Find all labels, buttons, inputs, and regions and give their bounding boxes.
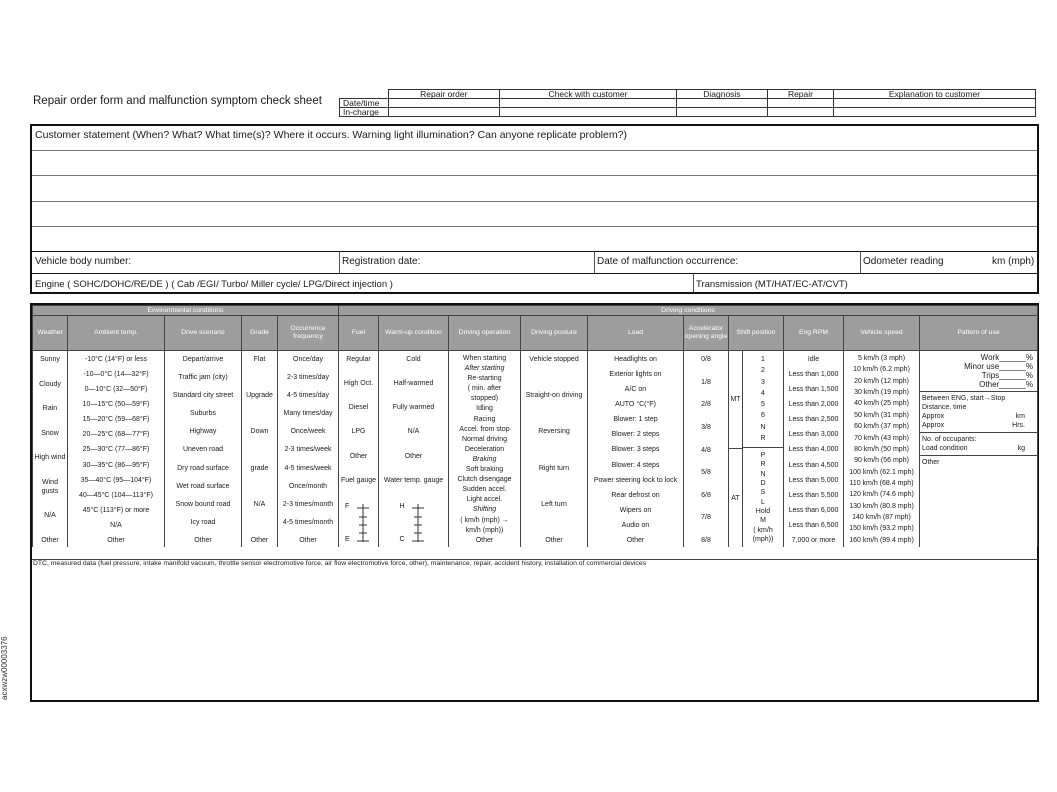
load-condition-label[interactable]: Load condition (922, 445, 968, 452)
option[interactable]: Depart/arrive (182, 356, 224, 363)
shift-type-column (729, 351, 743, 548)
option[interactable]: Cold (406, 356, 421, 363)
option[interactable]: Less than 2,000 (788, 401, 839, 409)
option[interactable]: 2-3 times/day (286, 374, 330, 382)
cell-input[interactable] (768, 99, 834, 108)
distance-time: Distance, time (922, 404, 967, 411)
option[interactable]: 110 km/h (68.4 mph) (849, 479, 914, 487)
option[interactable]: 6 (761, 412, 765, 420)
option[interactable]: Idling (476, 405, 493, 413)
option[interactable]: Audio on (621, 521, 650, 529)
col-weather: Weather (33, 316, 68, 351)
option[interactable]: Wet road surface (176, 482, 230, 490)
col-rpm: Eng RPM (784, 316, 844, 351)
option[interactable]: 4-5 times/week (284, 464, 332, 472)
grade-column (242, 351, 278, 548)
header-check-customer: Check with customer (500, 90, 677, 99)
col-drive-scenario: Drive scenario (165, 316, 242, 351)
option[interactable]: Clutch disengage (457, 476, 512, 484)
option[interactable]: 30 km/h (19 mph) (854, 389, 909, 397)
option[interactable]: Half-warmed (393, 380, 434, 388)
option[interactable]: 90 km/h (56 mph) (854, 457, 909, 465)
option[interactable]: ( min. after (467, 385, 502, 393)
option[interactable]: N (760, 423, 766, 431)
option[interactable]: Right turn (538, 464, 570, 472)
row-in-charge: In-charge (340, 108, 389, 117)
gauge-cold: C (399, 535, 405, 543)
speed-column (844, 351, 920, 548)
engine-label: Engine ( SOHC/DOHC/RE/DE ) ( Cab /EGI/ Turbo/ Miller cycle/ LPG/Direct injection ) (35, 279, 393, 290)
fuel-column (339, 351, 379, 548)
option[interactable]: Cloudy (39, 380, 61, 388)
option[interactable]: Fully warmed (392, 404, 435, 412)
registration-date: Registration date: (342, 256, 421, 267)
option[interactable]: 5 (761, 401, 765, 409)
accel-column (684, 351, 729, 548)
ambient-column (68, 351, 165, 548)
option[interactable]: Other (545, 536, 563, 544)
option[interactable]: Wipers on (619, 506, 652, 514)
option[interactable]: Deceleration (464, 445, 505, 453)
header-explanation: Explanation to customer (833, 90, 1035, 99)
option[interactable]: P (760, 452, 766, 460)
option[interactable]: N/A (110, 521, 122, 529)
drive-scenario-column (165, 351, 242, 548)
between-eng: Between ENG, start→Stop (922, 395, 1006, 402)
option[interactable]: 150 km/h (93.2 mph) (849, 525, 914, 533)
option[interactable]: 2-3 times/week (284, 446, 332, 454)
option[interactable]: D (760, 480, 766, 488)
customer-statement-label: Customer statement (When? What? What time(s)? Where it occurs. Warning light illumination? Can anyone replicate problem?) (35, 129, 627, 141)
approx-label: Approx (922, 422, 945, 429)
option[interactable]: Wind gusts (41, 478, 59, 495)
kg-unit: kg (1017, 445, 1025, 452)
col-warmup: Warm-up condition (379, 316, 449, 351)
option[interactable]: AUTO °C(°F) (615, 401, 656, 409)
option[interactable]: Regular (346, 356, 371, 363)
option[interactable]: Dry road surface (177, 464, 229, 472)
customer-section (30, 124, 1039, 294)
option[interactable]: Left turn (541, 500, 567, 508)
col-ambient: Ambient temp. (68, 316, 165, 351)
option[interactable]: Rain (42, 405, 58, 413)
option[interactable]: Standard city street (172, 392, 234, 400)
hrs-unit: Hrs. (1012, 422, 1025, 429)
header-diagnosis: Diagnosis (676, 90, 767, 99)
option[interactable]: A/C on (624, 386, 647, 394)
option[interactable]: 50 km/h (31 mph) (854, 411, 909, 419)
option[interactable]: Upgrade (246, 392, 273, 400)
pattern-other-note[interactable]: Other (922, 459, 940, 466)
water-temp-gauge-icon (394, 500, 434, 545)
option[interactable]: 5/8 (701, 469, 711, 477)
cell-input[interactable] (833, 99, 1035, 108)
option[interactable]: N/A (44, 512, 56, 520)
malfunction-date: Date of malfunction occurrence: (597, 256, 739, 267)
driving-operation-column (449, 351, 521, 548)
option[interactable]: Less than 2,500 (788, 416, 839, 424)
approx-label: Approx (922, 413, 945, 420)
option[interactable]: High Oct. (343, 380, 374, 388)
cell-input[interactable] (388, 99, 500, 108)
col-speed: Vehicle speed (844, 316, 920, 351)
option[interactable]: Sudden accel. (462, 486, 507, 494)
notes-label: DTC, measured data (fuel pressure, intake manifold vacuum, throttle sensor electromotive force, air flow electromotive force, other), maintenance, repair, accident history, installation of commercial devices (33, 560, 646, 567)
option[interactable]: 4 (761, 389, 765, 397)
option[interactable]: 80 km/h (50 mph) (854, 445, 909, 453)
driving-conditions-header: Driving conditions (339, 306, 1038, 316)
pattern-minor[interactable]: Minor use______% (964, 362, 1033, 371)
col-grade: Grade (242, 316, 278, 351)
option[interactable]: L (761, 498, 765, 506)
option[interactable]: 30—35°C (86—95°F) (82, 461, 150, 469)
option[interactable]: 140 km/h (87 mph) (852, 514, 911, 522)
weather-column (33, 351, 68, 548)
option[interactable]: 5 km/h (3 mph) (857, 355, 906, 362)
option[interactable]: 40 km/h (25 mph) (854, 400, 909, 408)
option[interactable]: 2-3 times/month (282, 500, 334, 508)
option[interactable]: Snow bound road (175, 500, 231, 508)
pattern-work[interactable]: Work______% (980, 353, 1033, 362)
odometer-label: Odometer reading (863, 256, 944, 267)
option[interactable]: Other (475, 536, 494, 544)
option[interactable]: Other (41, 536, 59, 544)
option[interactable]: 100 km/h (62.1 mph) (849, 468, 914, 476)
option[interactable]: Idle (807, 356, 820, 363)
option[interactable]: km/h (mph)) (465, 526, 504, 534)
option[interactable]: 1/8 (701, 378, 711, 386)
water-gauge-label: Water temp. gauge (383, 476, 444, 484)
option[interactable]: Braking (472, 455, 497, 463)
option[interactable]: Shifting (472, 506, 497, 514)
option[interactable]: 40—45°C (104—113°F) (79, 491, 153, 499)
option[interactable]: Other (250, 536, 269, 544)
option[interactable]: Vehicle stopped (529, 356, 579, 363)
option[interactable]: Other (107, 536, 125, 544)
gauge-full: F (345, 502, 350, 510)
option[interactable]: Less than 4,000 (788, 446, 839, 454)
option[interactable]: Many times/day (283, 410, 333, 418)
posture-column (521, 351, 588, 548)
option[interactable]: N/A (253, 500, 266, 508)
option[interactable]: 70 km/h (43 mph) (854, 434, 909, 442)
option[interactable]: Less than 5,000 (788, 476, 839, 484)
option[interactable]: 4/8 (701, 446, 711, 454)
form-title: Repair order form and malfunction symptom check sheet (33, 95, 322, 107)
col-accel: Accelerator opening angle (684, 316, 729, 351)
option[interactable]: -10°C (14°F) or less (84, 356, 147, 363)
option[interactable]: Less than 4,500 (788, 461, 839, 469)
rpm-column (784, 351, 844, 548)
option[interactable]: Down (250, 428, 269, 436)
option[interactable]: Re-starting (467, 375, 502, 383)
cell-input[interactable] (388, 108, 500, 117)
row-date-time: Date/time (340, 99, 389, 108)
occupants-label[interactable]: No. of occupants: (922, 436, 977, 443)
fuel-gauge-label: Fuel gauge (340, 476, 377, 484)
option[interactable]: Uneven road (182, 446, 224, 454)
option[interactable]: 60 km/h (37 mph) (854, 423, 909, 431)
env-conditions-header: Environmental conditions (33, 306, 339, 316)
option[interactable]: Blower: 2 steps (611, 431, 660, 439)
option[interactable]: Power steering lock to lock (593, 476, 678, 484)
load-column (588, 351, 684, 548)
option[interactable]: 20—25°C (68—77°F) (82, 431, 150, 439)
option[interactable]: Racing (473, 415, 496, 423)
option[interactable]: Other (349, 452, 368, 460)
option[interactable]: Less than 1,500 (788, 386, 839, 394)
option[interactable]: ( km/h (mph) → (460, 516, 509, 524)
option[interactable]: Other (404, 452, 423, 460)
option[interactable]: 160 km/h (99.4 mph) (849, 536, 914, 544)
option[interactable]: (mph)) (752, 535, 774, 543)
option[interactable]: Highway (189, 428, 217, 436)
transmission-label: Transmission (MT/HAT/EC-AT/CVT) (696, 279, 848, 290)
option[interactable]: When starting (462, 355, 507, 362)
option[interactable]: Blower: 3 steps (611, 446, 660, 454)
option[interactable]: 1 (761, 356, 765, 364)
cell-input[interactable] (676, 99, 767, 108)
option[interactable]: Other (194, 536, 212, 544)
option[interactable]: Less than 5,500 (788, 491, 839, 499)
option[interactable]: Snow (41, 429, 59, 437)
option[interactable]: 10 km/h (6.2 mph) (853, 366, 910, 374)
option[interactable]: 10—15°C (50—59°F) (82, 401, 150, 409)
option[interactable]: Once/month (288, 482, 328, 490)
option[interactable]: Less than 6,500 (788, 521, 839, 529)
option[interactable]: Exterior lights on (609, 371, 662, 379)
shift-position-column (743, 351, 784, 548)
pattern-column (920, 351, 1038, 548)
option[interactable]: 120 km/h (74.6 mph) (849, 491, 914, 499)
option[interactable]: 130 km/h (80.8 mph) (849, 502, 914, 510)
option[interactable]: Blower: 1 step (613, 416, 658, 424)
cell-input[interactable] (833, 108, 1035, 117)
option[interactable]: Soft braking (465, 466, 504, 474)
conditions-table (32, 305, 1038, 547)
shift-mt-label: MT (730, 396, 741, 403)
col-load: Load (588, 316, 684, 351)
option[interactable]: 2/8 (701, 401, 711, 409)
odometer-unit: km (mph) (992, 256, 1035, 267)
option[interactable]: Less than 3,000 (788, 431, 839, 439)
option[interactable]: 7,000 or more (791, 536, 836, 544)
option[interactable]: 4-5 times/month (282, 518, 334, 526)
option[interactable]: R (760, 461, 766, 469)
option[interactable]: 45°C (113°F) or more (82, 506, 150, 514)
option[interactable]: stopped) (470, 395, 499, 403)
cell-input[interactable] (500, 99, 677, 108)
option[interactable]: Straight-on driving (525, 392, 583, 400)
option[interactable]: Normal driving (461, 435, 508, 443)
option[interactable]: LPG (351, 428, 366, 436)
option[interactable]: Other (626, 536, 645, 544)
frequency-column (278, 351, 339, 548)
shift-at-label: AT (731, 495, 740, 502)
option[interactable]: Light accel. (466, 496, 503, 504)
option[interactable]: Sunny (40, 356, 60, 363)
option[interactable]: 3/8 (701, 423, 711, 431)
option[interactable]: 7/8 (701, 514, 711, 522)
option[interactable]: Suburbs (189, 410, 217, 418)
col-driving-operation: Driving operation (449, 316, 521, 351)
option[interactable]: After starting (464, 365, 505, 373)
option[interactable]: 3 (761, 378, 765, 386)
option[interactable]: Traffic jam (city) (178, 374, 228, 382)
col-frequency: Occurrence frequency (278, 316, 339, 351)
option[interactable]: ( km/h (753, 526, 773, 534)
option[interactable]: 20 km/h (12 mph) (854, 377, 909, 385)
option[interactable]: 15—20°C (59—68°F) (82, 416, 150, 424)
option[interactable]: S (760, 489, 766, 497)
gauge-hot: H (399, 502, 405, 510)
option[interactable]: Blower: 4 steps (611, 461, 660, 469)
option[interactable]: R (760, 434, 766, 442)
option[interactable]: High wind (34, 454, 66, 462)
fuel-gauge-icon (339, 500, 379, 545)
warmup-column (379, 351, 449, 548)
col-pattern: Pattern of use (920, 316, 1038, 351)
pattern-other[interactable]: Other______% (979, 380, 1033, 389)
option[interactable]: Reversing (538, 428, 570, 436)
option[interactable]: 0/8 (701, 356, 711, 363)
option[interactable]: Other (299, 536, 317, 544)
option[interactable]: Rear defrost on (611, 491, 660, 499)
km-unit: km (1015, 413, 1025, 420)
option[interactable]: Less than 1,000 (788, 371, 839, 379)
side-code: acxwzw00003376 (0, 636, 9, 700)
option[interactable]: Less than 6,000 (788, 506, 839, 514)
gauge-empty: E (345, 535, 350, 543)
header-repair-order: Repair order (388, 90, 500, 99)
cell-input[interactable] (676, 108, 767, 117)
cell-input[interactable] (768, 108, 834, 117)
option[interactable]: 4-5 times/day (286, 392, 330, 400)
option[interactable]: M (760, 517, 766, 525)
status-table (339, 89, 1036, 117)
option[interactable]: N (760, 470, 766, 478)
option[interactable]: 35—40°C (95—104°F) (80, 476, 152, 484)
option[interactable]: Headlights on (614, 356, 657, 363)
option[interactable]: 6/8 (701, 491, 711, 499)
option[interactable]: Once/week (290, 428, 326, 436)
option[interactable]: Accel. from stop (459, 425, 510, 433)
option[interactable]: Once/day (293, 356, 323, 363)
option[interactable]: Diesel (348, 404, 369, 412)
option[interactable]: -10—0°C (14—32°F) (83, 371, 149, 379)
option[interactable]: Icy road (190, 518, 216, 526)
col-fuel: Fuel (339, 316, 379, 351)
notes-section[interactable] (32, 559, 1038, 703)
option[interactable]: grade (250, 464, 269, 472)
col-posture: Driving posture (521, 316, 588, 351)
option[interactable]: 0—10°C (32—50°F) (84, 386, 148, 394)
option[interactable]: N/A (407, 428, 420, 436)
header-repair: Repair (768, 90, 834, 99)
col-shift: Shift position (729, 316, 784, 351)
pattern-trips[interactable]: Trips______% (981, 371, 1033, 380)
option[interactable]: 2 (761, 367, 765, 375)
option[interactable]: 8/8 (701, 537, 711, 544)
cell-input[interactable] (500, 108, 677, 117)
option[interactable]: 25—30°C (77—86°F) (82, 446, 150, 454)
vehicle-body-number: Vehicle body number: (35, 256, 132, 267)
option[interactable]: Flat (253, 356, 266, 363)
option[interactable]: Hold (755, 507, 771, 515)
